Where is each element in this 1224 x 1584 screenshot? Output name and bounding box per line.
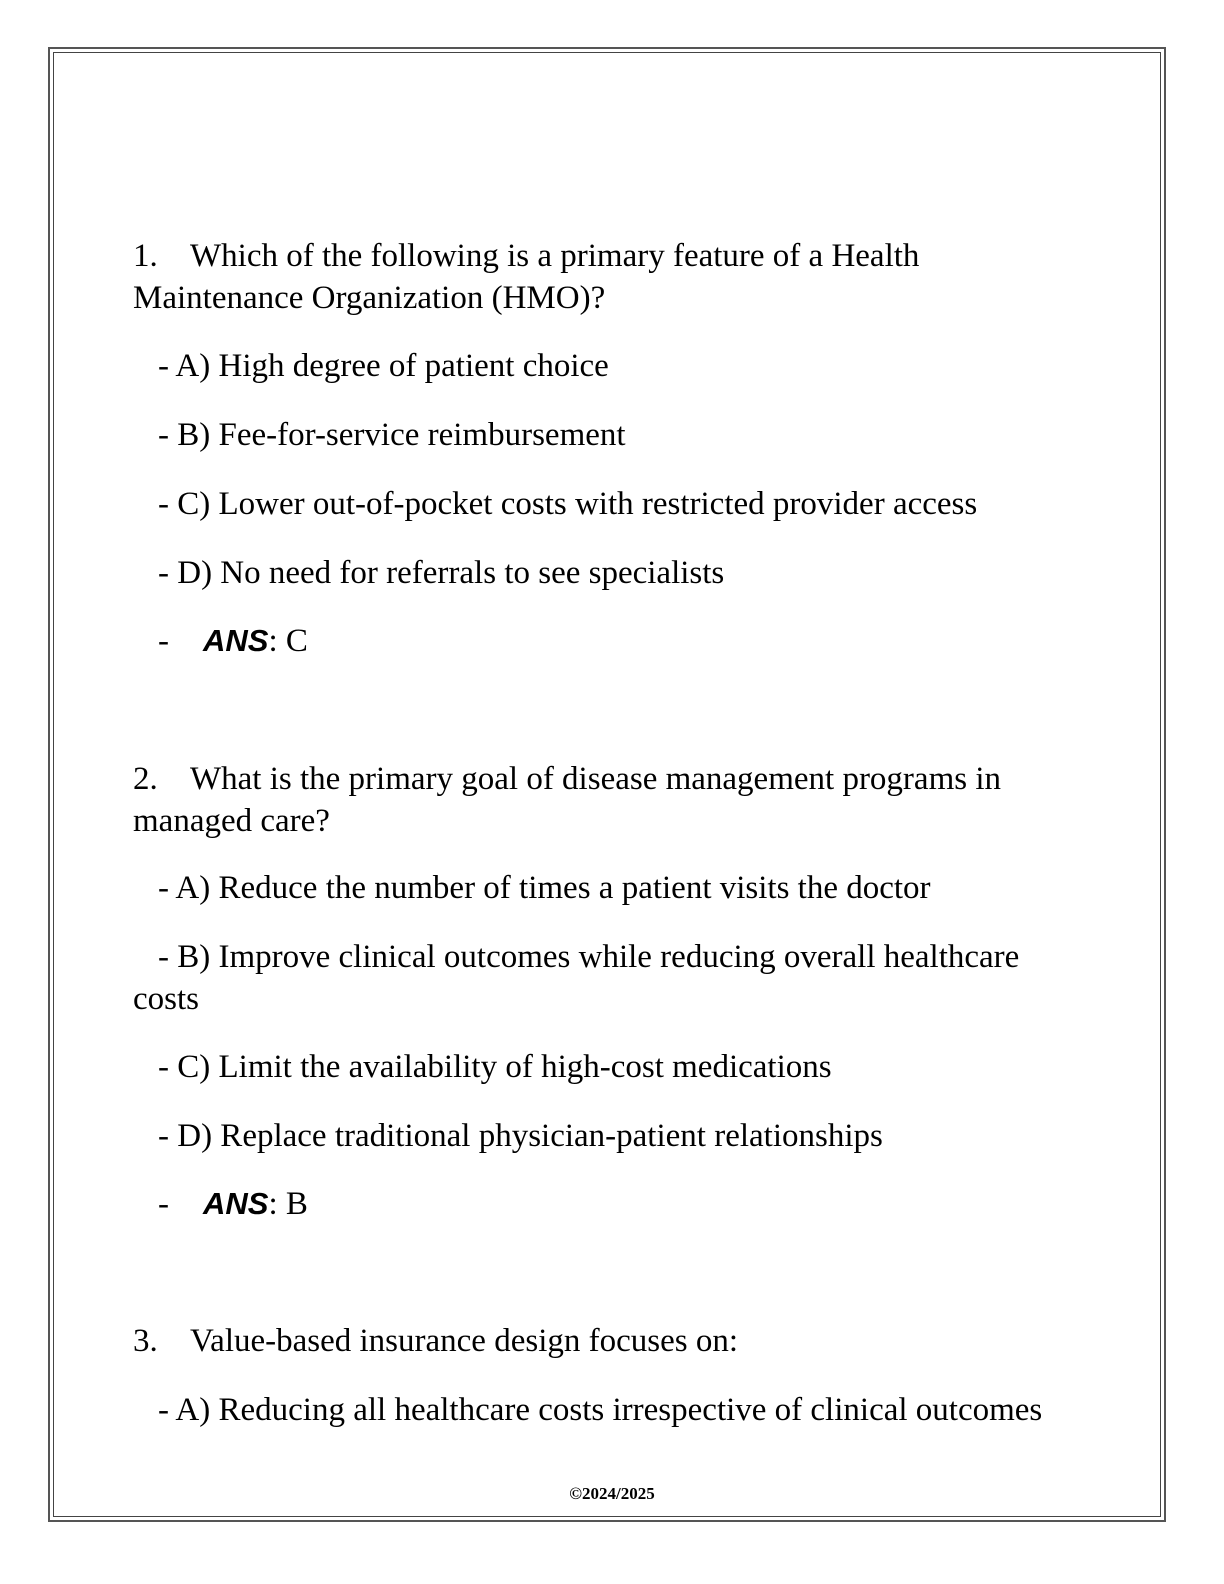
answer-dash: - xyxy=(158,623,169,659)
question-1-option-c: - C) Lower out-of-pocket costs with restricted provider access xyxy=(158,486,978,522)
answer-value: : B xyxy=(268,1186,308,1222)
question-2-option-b: - B) Improve clinical outcomes while reducing overall healthcare costs xyxy=(133,939,1020,1017)
question-1-answer xyxy=(158,620,308,662)
question-1-option-b: - B) Fee-for-service reimbursement xyxy=(158,417,626,453)
question-1-option-d: - D) No need for referrals to see specialists xyxy=(158,555,725,591)
question-2-option-d: - D) Replace traditional physician-patient relationships xyxy=(158,1118,883,1154)
answer-dash: - xyxy=(158,1186,169,1222)
question-1-option-a: - A) High degree of patient choice xyxy=(158,348,609,384)
footer-copyright: ©2024/2025 xyxy=(569,1484,655,1503)
question-3-prompt xyxy=(133,1320,1093,1362)
question-text: Which of the following is a primary feature of a Health Maintenance Organization (HMO)? xyxy=(133,238,920,316)
question-number: 2. xyxy=(133,761,158,797)
question-3-option-a: - A) Reducing all healthcare costs irrespective of clinical outcomes xyxy=(158,1392,1043,1428)
question-2-option-a: - A) Reduce the number of times a patient visits the doctor xyxy=(158,870,931,906)
question-number: 1. xyxy=(133,238,158,274)
question-text: What is the primary goal of disease management programs in managed care? xyxy=(133,761,1001,839)
question-2-prompt xyxy=(133,758,1093,842)
question-text: Value-based insurance design focuses on: xyxy=(190,1323,738,1359)
answer-value: : C xyxy=(268,623,308,659)
question-2-answer xyxy=(158,1183,308,1225)
question-2-option-c: - C) Limit the availability of high-cost medications xyxy=(158,1049,832,1085)
answer-label: ANS xyxy=(203,623,269,658)
answer-label: ANS xyxy=(203,1186,269,1221)
question-1-prompt xyxy=(133,235,1093,319)
question-number: 3. xyxy=(133,1323,158,1359)
